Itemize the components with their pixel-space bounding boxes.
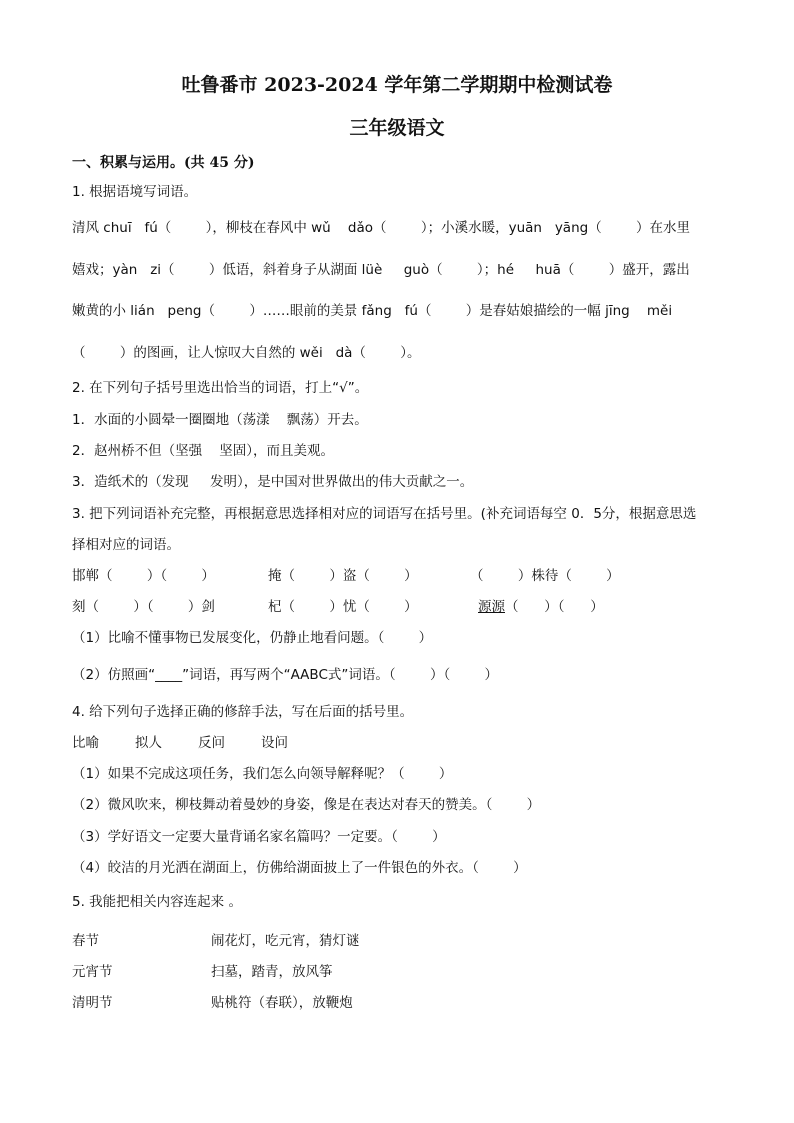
q2-prompt: 2. 在下列句子括号里选出恰当的词语，打上“√”。 bbox=[72, 380, 369, 396]
q2-item: 1．水面的小圆晕一圈圈地（荡漾 飘荡）开去。 bbox=[72, 412, 368, 428]
q3-idiom: 邯郸（ ）（ ） bbox=[72, 568, 215, 584]
q1-line: 嬉戏；yàn zi（ ）低语，斜着身子从湖面 lüè guò（ ）；hé huā（ ）盛开，露出 bbox=[72, 262, 690, 278]
q5-right-item: 闹花灯，吃元宵，猜灯谜 bbox=[211, 933, 360, 949]
q5-right-item: 贴桃符（春联），放鞭炮 bbox=[211, 995, 353, 1011]
q1-prompt: 1. 根据语境写词语。 bbox=[72, 184, 198, 200]
q4-item: （2）微风吹来，柳枝舞动着曼妙的身姿，像是在表达对春天的赞美。（ ） bbox=[72, 797, 541, 813]
q5-left-item: 元宵节 bbox=[72, 964, 113, 980]
q3-idiom: 刻（ ）（ ）剑 bbox=[72, 599, 215, 615]
q2-item: 2．赵州桥不但（坚强 坚固），而且美观。 bbox=[72, 443, 335, 459]
q3-prompt: 3. 把下列词语补充完整，再根据意思选择相对应的词语写在括号里。(补充词语每空 0．5分，根据意思选 bbox=[72, 506, 697, 522]
q5-left-item: 春节 bbox=[72, 933, 99, 949]
q1-line: 嫩黄的小 lián peng（ ）……眼前的美景 fǎng fú（ ）是春姑娘描绘的一幅 jīng měi bbox=[72, 303, 673, 319]
q3-underlined-word: 源源 bbox=[478, 599, 505, 615]
q1-line: 清风 chuī fú（ ），柳枝在春风中 wǔ dǎo（ ）；小溪水暖，yuān yāng（ ）在水里 bbox=[72, 220, 691, 236]
q4-option: 反问 bbox=[198, 735, 225, 751]
q3-prompt-cont: 择相对应的词语。 bbox=[72, 537, 180, 553]
section-heading: 一、积累与运用。(共 45 分) bbox=[72, 155, 255, 171]
q3-idiom: 掩（ ）盗（ ） bbox=[268, 568, 418, 584]
q4-prompt: 4. 给下列句子选择正确的修辞手法，写在后面的括号里。 bbox=[72, 704, 414, 720]
q5-prompt: 5. 我能把相关内容连起来 。 bbox=[72, 894, 242, 910]
q2-item: 3．造纸术的（发现 发明），是中国对世界做出的伟大贡献之一。 bbox=[72, 474, 474, 490]
q3-subquestion: （2）仿照画“____”词语，再写两个“AABC式”词语。（ ）（ ） bbox=[72, 667, 499, 683]
q3-idiom-underlined bbox=[478, 598, 604, 616]
q4-option: 拟人 bbox=[135, 735, 162, 751]
q5-left-item: 清明节 bbox=[72, 995, 113, 1011]
q3-idiom: （ ）株待（ ） bbox=[470, 568, 620, 584]
exam-title: 吐鲁番市 2023-2024 学年第二学期期中检测试卷 bbox=[181, 74, 613, 96]
q1-line: （ ）的图画，让人惊叹大自然的 wěi dà（ ）。 bbox=[72, 345, 421, 361]
q4-option: 设问 bbox=[261, 735, 288, 751]
q3-idiom-blanks: （ ）（ ） bbox=[505, 599, 604, 615]
q4-item: （1）如果不完成这项任务，我们怎么向领导解释呢？（ ） bbox=[72, 766, 453, 782]
q4-option: 比喻 bbox=[72, 735, 99, 751]
q3-subquestion: （1）比喻不懂事物已发展变化，仍静止地看问题。（ ） bbox=[72, 630, 433, 646]
q3-idiom: 杞（ ）忧（ ） bbox=[268, 599, 418, 615]
q4-item: （4）皎洁的月光洒在湖面上，仿佛给湖面披上了一件银色的外衣。（ ） bbox=[72, 860, 527, 876]
exam-subtitle: 三年级语文 bbox=[349, 117, 445, 139]
q5-right-item: 扫墓，踏青，放风筝 bbox=[211, 964, 333, 980]
q4-item: （3）学好语文一定要大量背诵名家名篇吗？一定要。（ ） bbox=[72, 829, 446, 845]
